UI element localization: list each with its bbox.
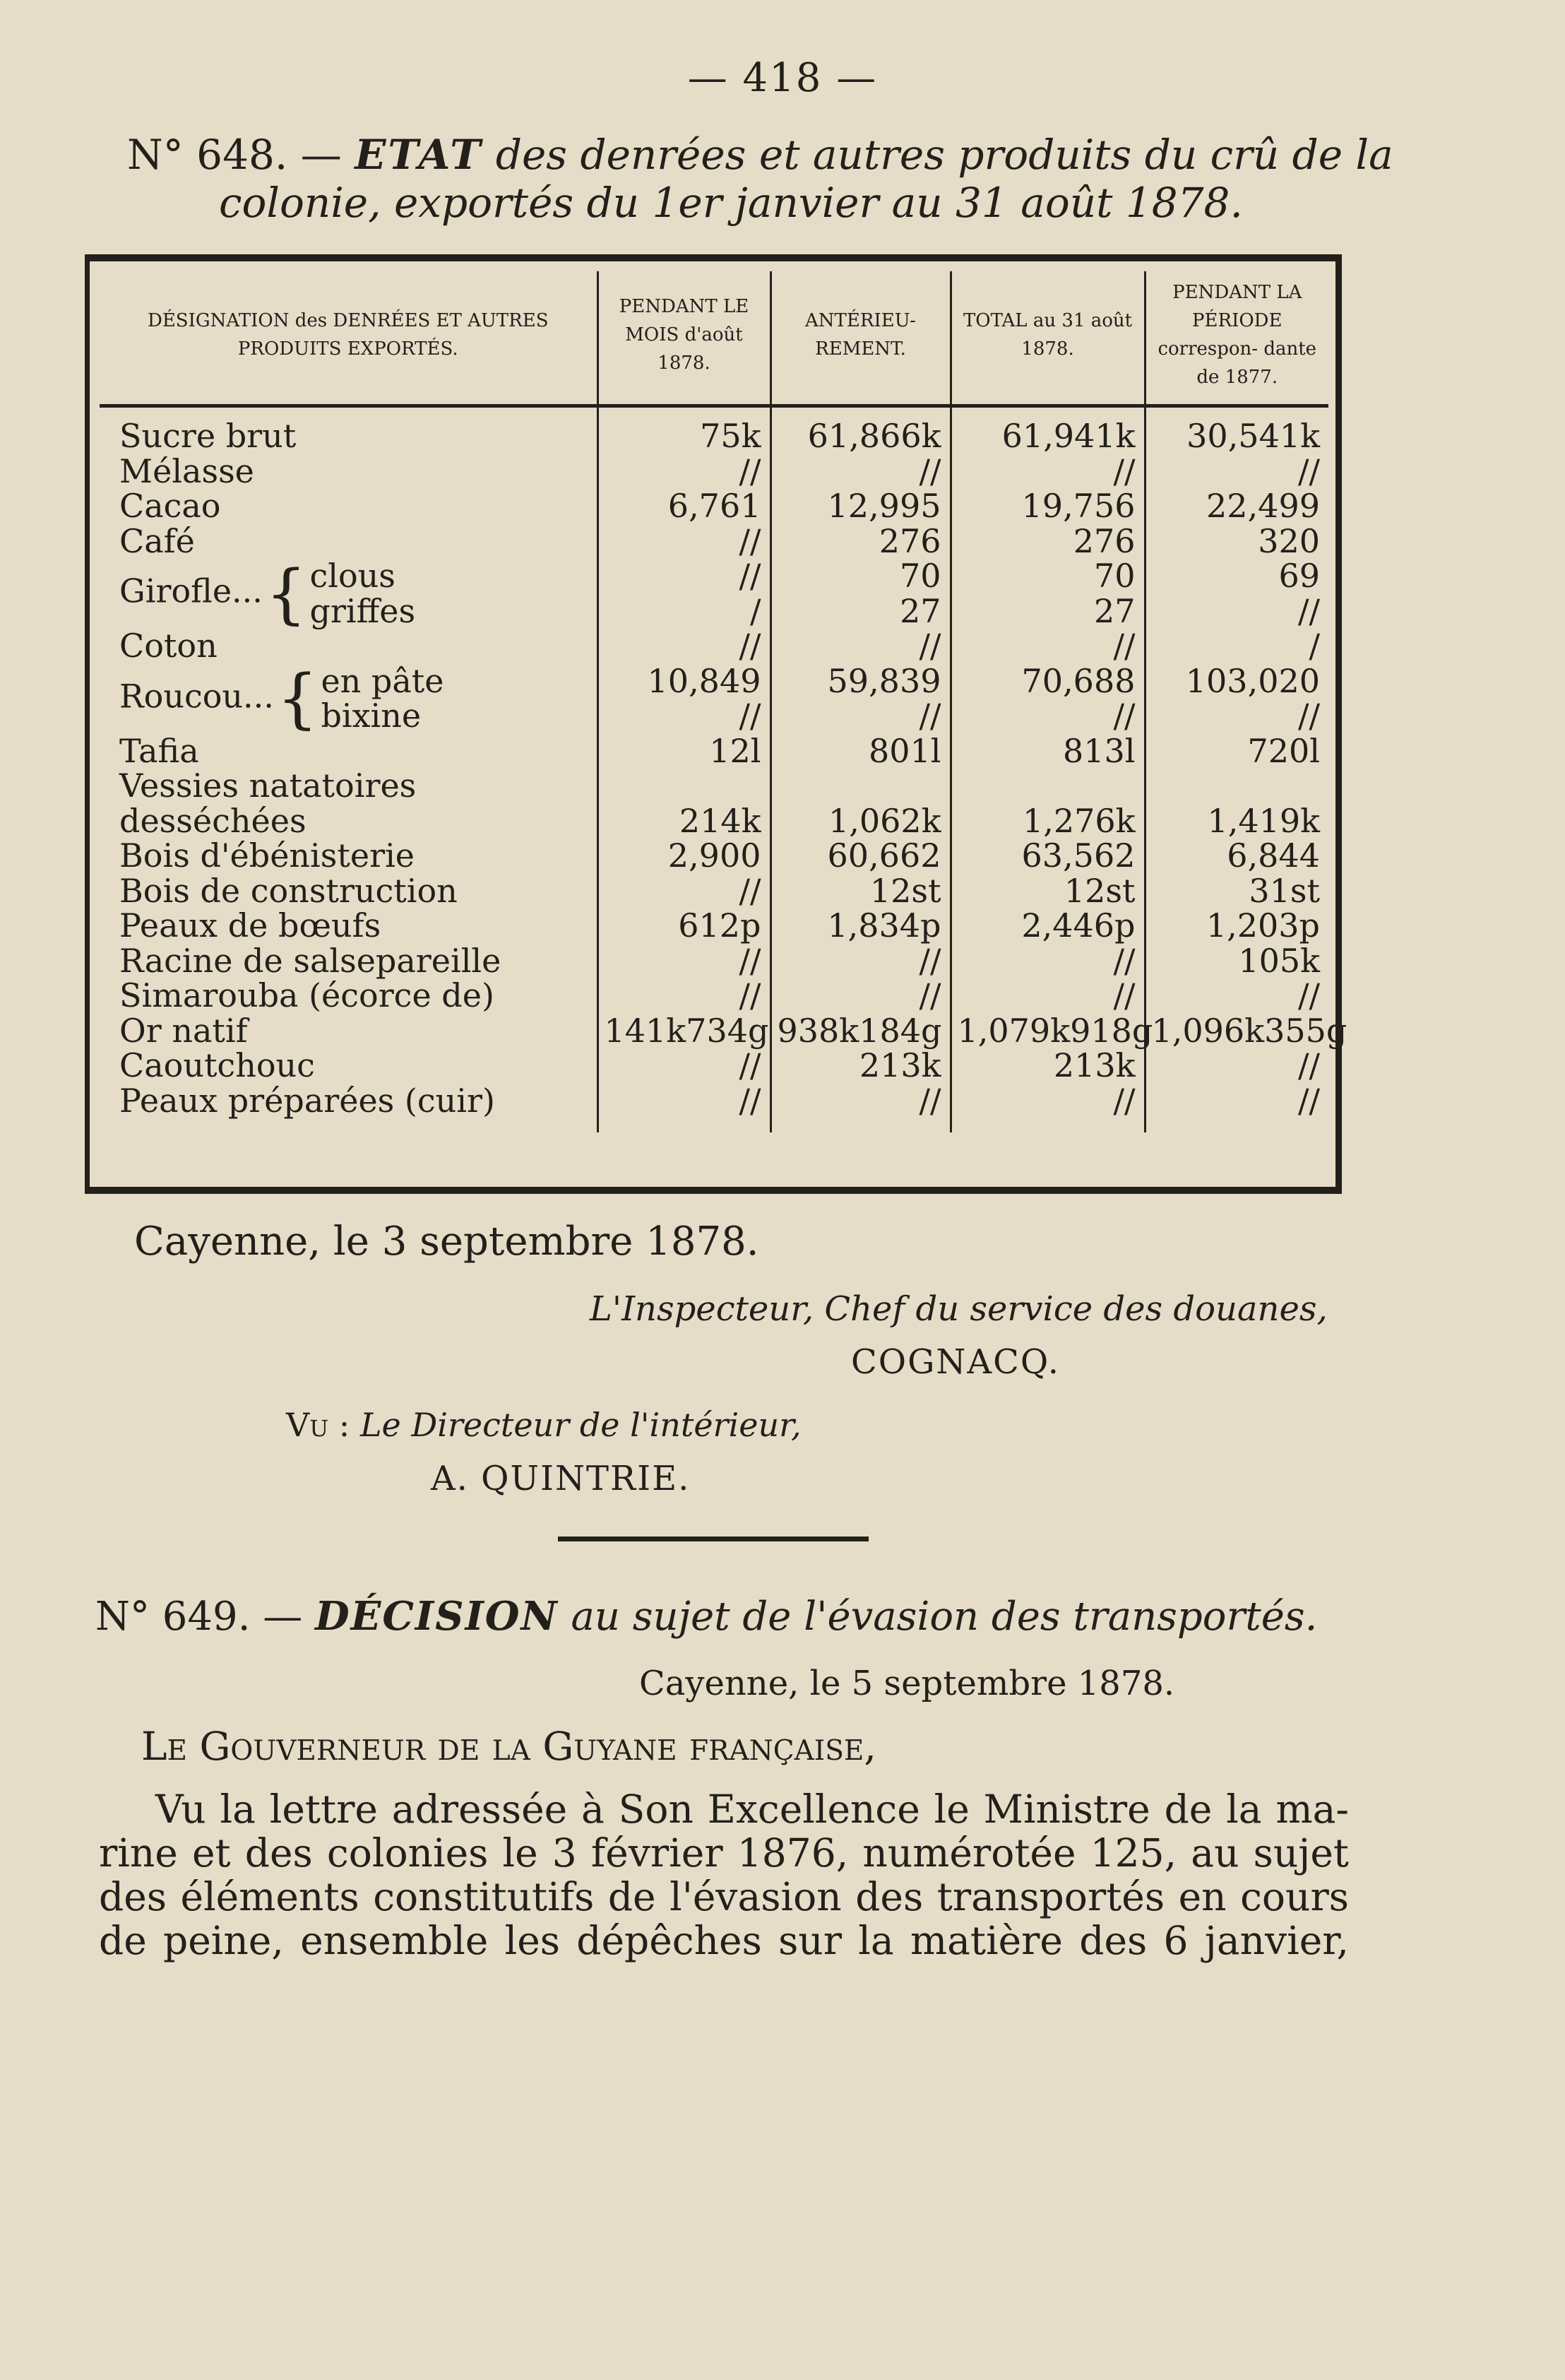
- cell-period-1877: 320: [1145, 524, 1328, 560]
- cell-month: 10,849: [597, 664, 770, 699]
- row-group-roucou: [100, 661, 597, 736]
- exports-table: [100, 271, 1347, 1132]
- cell-previous: 60,662: [770, 839, 951, 874]
- governor-line: Le Gouverneur de la Guyane française,: [141, 1724, 876, 1769]
- cell-previous: //: [770, 1084, 951, 1133]
- row-name: Or natif: [119, 1011, 248, 1050]
- exports-table-frame: [85, 254, 1347, 1194]
- cell-total: 61,941k: [951, 406, 1145, 454]
- decision-title-rest: au sujet de l'évasion des transportés.: [571, 1594, 1318, 1640]
- cell-period-1877: 720l: [1145, 734, 1328, 769]
- row-name: Peaux de bœufs: [119, 906, 381, 945]
- cell-previous: 276: [770, 524, 951, 560]
- cell-total: 12st: [951, 874, 1145, 909]
- cell-total: 813l: [951, 734, 1145, 769]
- cell-period-1877: 6,844: [1145, 839, 1328, 874]
- cell-period-1877: 30,541k: [1145, 406, 1328, 454]
- cell-month: //: [597, 699, 770, 734]
- row-name: Vessies natatoires desséchées: [119, 766, 417, 840]
- table-row: [100, 769, 1328, 839]
- row-name: Simarouba (écorce de): [119, 976, 494, 1014]
- row-name: Café: [119, 521, 195, 560]
- body-line: des éléments constitutifs de l'évasion des transportés en cours: [99, 1874, 1349, 1919]
- cell-previous: 938k184g: [770, 1014, 951, 1049]
- cell-month: 6,761: [597, 489, 770, 524]
- heading-number: N° 648. —: [127, 131, 342, 179]
- sub-label: clous: [309, 557, 395, 595]
- header-month: PENDANT LE MOIS d'août 1878.: [597, 271, 770, 406]
- cell-total: //: [951, 454, 1145, 490]
- row-name: Peaux préparées (cuir): [119, 1081, 495, 1120]
- table-row: [100, 454, 1328, 490]
- cell-period-1877: //: [1145, 594, 1328, 629]
- table-row: [100, 1048, 1328, 1084]
- heading-title-rest: des denrées et autres produits du crû de la: [495, 131, 1393, 179]
- row-group-girofle: [100, 555, 597, 632]
- cell-total: //: [951, 1084, 1145, 1133]
- cell-month: //: [597, 944, 770, 979]
- cell-total: 1,276k: [951, 769, 1145, 839]
- table-row: [100, 664, 1328, 699]
- cell-previous: 1,834p: [770, 908, 951, 944]
- cell-month: //: [597, 874, 770, 909]
- table-row: [100, 406, 1328, 454]
- sub-label: griffes: [309, 591, 416, 630]
- cell-period-1877: /: [1145, 629, 1328, 664]
- cell-previous: 12st: [770, 874, 951, 909]
- section-divider: [558, 1537, 869, 1541]
- cell-period-1877: //: [1145, 978, 1328, 1014]
- cell-month: 612p: [597, 908, 770, 944]
- director-name: A. QUINTRIE.: [431, 1459, 691, 1498]
- cell-total: 19,756: [951, 489, 1145, 524]
- table-row: [100, 944, 1328, 979]
- cell-previous: //: [770, 629, 951, 664]
- table-row: [100, 524, 1328, 560]
- cell-total: 2,446p: [951, 908, 1145, 944]
- cell-month: 2,900: [597, 839, 770, 874]
- cell-total: 1,079k918g: [951, 1014, 1145, 1049]
- table-row: [100, 489, 1328, 524]
- group-label: Girofle...: [119, 572, 263, 610]
- header-designation: DÉSIGNATION des DENRÉES ET AUTRES PRODUITS EXPORTÉS.: [100, 271, 597, 406]
- cell-month: 141k734g: [597, 1014, 770, 1049]
- cell-month: 75k: [597, 406, 770, 454]
- cell-total: 27: [951, 594, 1145, 629]
- decision-heading: [95, 1593, 1472, 1640]
- table-row: [100, 559, 1328, 594]
- cell-period-1877: //: [1145, 454, 1328, 490]
- cell-total: //: [951, 699, 1145, 734]
- decision-number: N° 649. —: [95, 1594, 303, 1640]
- row-name: Coton: [119, 627, 218, 665]
- cell-period-1877: 22,499: [1145, 489, 1328, 524]
- cell-period-1877: //: [1145, 1048, 1328, 1084]
- cell-previous: 61,866k: [770, 406, 951, 454]
- group-label: Roucou...: [119, 677, 274, 715]
- cell-previous: 801l: [770, 734, 951, 769]
- row-name: Tafia: [119, 731, 199, 770]
- document-heading: [127, 131, 1434, 227]
- cell-total: 70: [951, 559, 1145, 594]
- cell-previous: 70: [770, 559, 951, 594]
- header-period-1877: PENDANT LA PÉRIODE correspon- dante de 1877.: [1145, 271, 1328, 406]
- cell-month: /: [597, 594, 770, 629]
- cell-period-1877: 1,096k355g: [1145, 1014, 1328, 1049]
- cell-month: //: [597, 1048, 770, 1084]
- row-name: Mélasse: [119, 451, 254, 490]
- cell-period-1877: 105k: [1145, 944, 1328, 979]
- table-row: [100, 908, 1328, 944]
- director-title: Le Directeur de l'intérieur,: [359, 1406, 802, 1444]
- cell-period-1877: 31st: [1145, 874, 1328, 909]
- cell-total: 213k: [951, 1048, 1145, 1084]
- cell-previous: 27: [770, 594, 951, 629]
- decision-place-date: Cayenne, le 5 septembre 1878.: [639, 1664, 1175, 1703]
- table-header-row: [100, 271, 1328, 406]
- cell-total: 63,562: [951, 839, 1145, 874]
- cell-previous: //: [770, 944, 951, 979]
- cell-total: 276: [951, 524, 1145, 560]
- cell-previous: 12,995: [770, 489, 951, 524]
- body-line: de peine, ensemble les dépêches sur la matière des 6 janvier,: [99, 1918, 1349, 1963]
- vu-label: Vu :: [286, 1406, 350, 1444]
- table-row: [100, 874, 1328, 909]
- cell-month: //: [597, 1084, 770, 1133]
- cell-total: 70,688: [951, 664, 1145, 699]
- table-row: [100, 839, 1328, 874]
- cell-period-1877: //: [1145, 699, 1328, 734]
- cell-total: //: [951, 629, 1145, 664]
- cell-total: //: [951, 978, 1145, 1014]
- cell-period-1877: 1,419k: [1145, 769, 1328, 839]
- header-total: TOTAL au 31 août 1878.: [951, 271, 1145, 406]
- vu-block: [286, 1406, 802, 1444]
- cell-month: 214k: [597, 769, 770, 839]
- cell-previous: //: [770, 978, 951, 1014]
- table-row: [100, 629, 1328, 664]
- cell-period-1877: 69: [1145, 559, 1328, 594]
- sub-label: bixine: [321, 697, 422, 735]
- body-line: Vu la lettre adressée à Son Excellence le Ministre de la ma-: [155, 1787, 1349, 1832]
- cell-period-1877: 1,203p: [1145, 908, 1328, 944]
- cell-month: //: [597, 454, 770, 490]
- row-name: Caoutchouc: [119, 1046, 315, 1084]
- row-name: Cacao: [119, 487, 221, 525]
- brace-icon: {: [276, 661, 319, 736]
- signature-place-date: Cayenne, le 3 septembre 1878.: [134, 1219, 759, 1265]
- row-name: Bois de construction: [119, 871, 458, 910]
- cell-month: //: [597, 978, 770, 1014]
- page-number: — 418 —: [687, 55, 878, 101]
- heading-title-caps: ETAT: [355, 131, 483, 179]
- row-name: Bois d'ébénisterie: [119, 836, 415, 875]
- sub-label: en pâte: [321, 661, 444, 700]
- cell-month: //: [597, 559, 770, 594]
- heading-title-line2: colonie, exportés du 1er janvier au 31 août 1878.: [219, 179, 1243, 227]
- cell-previous: //: [770, 454, 951, 490]
- table-row: [100, 1014, 1328, 1049]
- header-previous: ANTÉRIEU- REMENT.: [770, 271, 951, 406]
- cell-previous: 1,062k: [770, 769, 951, 839]
- cell-month: 12l: [597, 734, 770, 769]
- row-name: Sucre brut: [119, 417, 297, 455]
- table-row: [100, 978, 1328, 1014]
- inspector-title: L'Inspecteur, Chef du service des douanes,: [590, 1289, 1328, 1329]
- cell-previous: 213k: [770, 1048, 951, 1084]
- cell-previous: 59,839: [770, 664, 951, 699]
- cell-month: //: [597, 524, 770, 560]
- decision-body: [99, 1787, 1349, 1963]
- cell-previous: //: [770, 699, 951, 734]
- row-name: Racine de salsepareille: [119, 941, 501, 980]
- cell-period-1877: //: [1145, 1084, 1328, 1133]
- body-line: rine et des colonies le 3 février 1876, numérotée 125, au sujet: [99, 1830, 1349, 1876]
- brace-icon: {: [265, 555, 307, 632]
- table-row: [100, 734, 1328, 769]
- cell-period-1877: 103,020: [1145, 664, 1328, 699]
- inspector-name: COGNACQ.: [851, 1342, 1061, 1382]
- decision-title-caps: DÉCISION: [315, 1593, 559, 1640]
- cell-month: //: [597, 629, 770, 664]
- table-row: [100, 1084, 1328, 1133]
- cell-total: //: [951, 944, 1145, 979]
